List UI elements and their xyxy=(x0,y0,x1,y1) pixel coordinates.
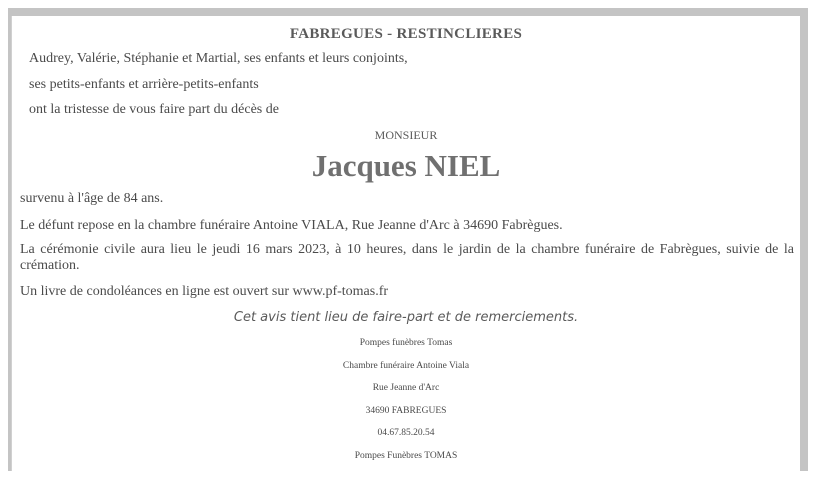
age-line: survenu à l'âge de 84 ans. xyxy=(20,191,164,206)
civility: MONSIEUR xyxy=(374,128,438,142)
funeral-chamber: Chambre funéraire Antoine Viala xyxy=(342,361,470,371)
funeral-home-name: Pompes funèbres Tomas xyxy=(359,338,453,348)
deceased-name: Jacques NIEL xyxy=(311,148,501,183)
family-line-1: Audrey, Valérie, Stéphanie et Martial, ses enfants et leurs conjoints, xyxy=(29,51,408,66)
funeral-phone: 04.67.85.20.54 xyxy=(377,428,435,438)
funeral-street: Rue Jeanne d'Arc xyxy=(372,383,440,393)
ceremony-line: La cérémonie civile aura lieu le jeudi 16 mars 2023, à 10 heures, dans le jardin de la chambre funéraire de Fabrègues, suivie de la crémation. xyxy=(20,242,794,273)
notice-place: FABREGUES - RESTINCLIERES xyxy=(289,26,523,42)
family-line-3: ont la tristesse de vous faire part du décès de xyxy=(29,102,279,117)
condolences-line[interactable]: Un livre de condoléances en ligne est ouvert sur www.pf-tomas.fr xyxy=(20,284,389,299)
family-line-2: ses petits-enfants et arrière-petits-enfants xyxy=(29,77,259,92)
obituary-notice xyxy=(11,16,800,471)
closing-notice: Cet avis tient lieu de faire-part et de remerciements. xyxy=(233,310,579,325)
funeral-city: 34690 FABREGUES xyxy=(365,406,447,416)
funeral-signature: Pompes Funèbres TOMAS xyxy=(354,451,458,461)
repose-line: Le défunt repose en la chambre funéraire Antoine VIALA, Rue Jeanne d'Arc à 34690 Fabrègues. xyxy=(20,218,563,233)
